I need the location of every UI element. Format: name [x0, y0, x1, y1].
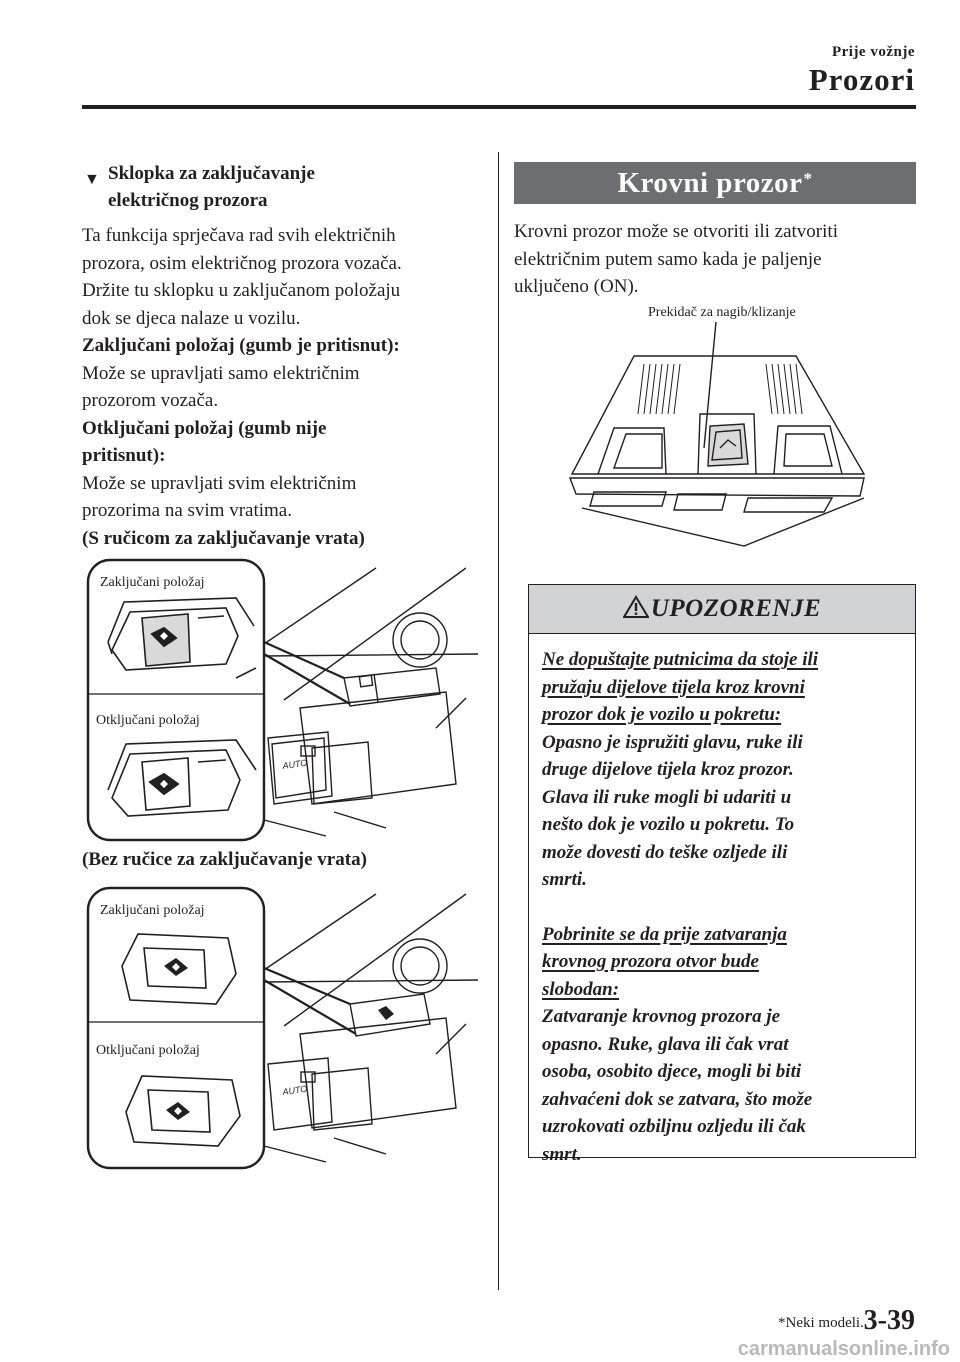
label-locked-1: Zaključani položaj	[100, 575, 205, 590]
window-lock-switch-figure-2	[86, 886, 478, 1172]
unlocked-title-2: pritisnut):	[82, 445, 166, 466]
warning-content: Ne dopuštajte putnicima da stoje ili pružaju dijelove tijela kroz krovni prozor dok je vozilo u pokretu: Opasno je ispružiti glavu, ruke ili druge dijelove tijela kroz prozor. Glava ili ruke mogli bi udariti u nešto dok je vozilo u pokretu. To može dovesti do teške ozljede ili smrti. Pobrinite se da prije zatvaranja krovnog prozora otvor bude slobodan: Zatvaranje krovnog prozora je opasno. Ruke, glava ili čak vrat osoba, osobito djece, mogli bi biti zahvaćeni dok se zatvara, što može uzrokovati ozbiljnu ozljedu ili čak smrt.	[542, 649, 819, 1165]
locked-title: Zaključani položaj (gumb je pritisnut):	[82, 335, 400, 356]
column-divider	[498, 152, 499, 1290]
warning-box	[528, 584, 916, 1165]
page-number: 3-39	[863, 1305, 915, 1336]
warning-header: UPOZORENJE	[529, 585, 915, 634]
sunroof-paragraph: Krovni prozor može se otvoriti ili zatvoriti električnim putem samo kada je paljenje uključeno (ON).	[514, 221, 838, 297]
triangle-bullet-icon: ▼	[84, 171, 100, 188]
label-unlocked-2: Otključani položaj	[96, 1043, 200, 1058]
intro-paragraph: Ta funkcija sprječava rad svih električnih prozora, osim električnog prozora vozača. Držite tu sklopku u zaključanom položaju dok se djeca nalaze u vozilu.	[82, 225, 402, 329]
unlocked-text-2: prozorima na svim vratima.	[82, 500, 292, 521]
label-unlocked-1: Otključani položaj	[96, 713, 200, 728]
caption-with-lock-lever: (S ručicom za zaključavanje vrata)	[82, 527, 365, 549]
footnote: *Neki modeli.	[778, 1315, 864, 1331]
auto-label-2: AUTO	[281, 1083, 308, 1097]
unlocked-title-1: Otključani položaj (gumb nije	[82, 417, 327, 439]
unlocked-text-1: Može se upravljati svim električnim	[82, 472, 357, 494]
window-lock-switch-figure-1	[86, 558, 478, 844]
label-locked-2: Zaključani položaj	[100, 903, 205, 918]
page-title: Prozori	[808, 62, 915, 97]
sunroof-switch-figure	[534, 298, 874, 558]
right-column	[514, 162, 916, 301]
header-rule	[82, 105, 916, 109]
section-banner: Krovni prozor*	[514, 162, 916, 204]
caption-without-lock-lever: (Bez ručice za zaključavanje vrata)	[82, 849, 367, 870]
tilt-slide-switch-label: Prekidač za nagib/klizanje	[648, 305, 796, 320]
locked-text-1: Može se upravljati samo električnim	[82, 362, 360, 384]
locked-text-2: prozorom vozača.	[82, 390, 219, 411]
section-heading: ▼ Sklopka za zaključavanje električnog prozora	[84, 163, 315, 211]
auto-label: AUTO	[281, 757, 308, 771]
left-column	[82, 160, 482, 552]
warning-triangle-icon	[623, 595, 649, 619]
header-section: Prije vožnje	[831, 44, 915, 60]
watermark: carmanualsonline.info	[737, 1338, 950, 1360]
